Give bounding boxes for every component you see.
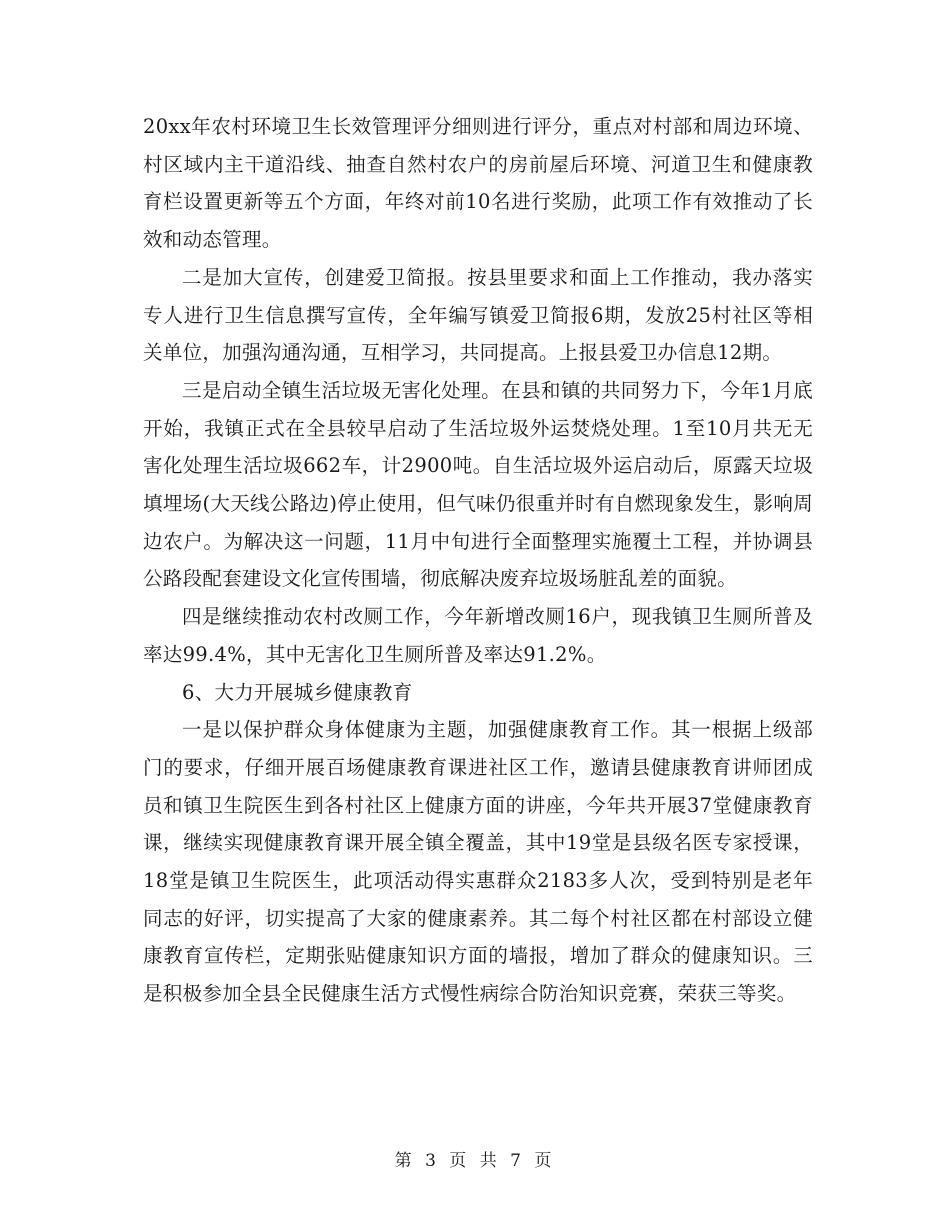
paragraph-continuation: 20xx年农村环境卫生长效管理评分细则进行评分，重点对村部和周边环境、村区域内主干道沿线、抽查自然村农户的房前屋后环境、河道卫生和健康教育栏设置更新等五个方面，年终对前10名进行奖励，此项工作有效推动了长效和动态管理。 (143, 115, 813, 252)
page-number-footer: 第 3 页 共 7 页 (394, 1151, 556, 1171)
paragraph-health-education: 一是以保护群众身体健康为主题，加强健康教育工作。其一根据上级部门的要求，仔细开展百场健康教育课进社区工作，邀请县健康教育讲师团成员和镇卫生院医生到各村社区上健康方面的讲座，今年共开展37堂健康教育课，继续实现健康教育课开展全镇全覆盖，其中19堂是县级名医专家授课，18堂是镇卫生院医生，此项活动得实惠群众2183多人次，受到特别是老年同志的好评，切实提高了大家的健康素养。其二每个村社区都在村部设立健康教育宣传栏，定期张贴健康知识方面的墙报，增加了群众的健康知识。三是积极参加全县全民健康生活方式慢性病综合防治知识竞赛，荣获三等奖。 (143, 718, 813, 1006)
section-heading-health-education: 6、大力开展城乡健康教育 (182, 680, 413, 704)
document-body (143, 108, 813, 1013)
paragraph-toilet-reform: 四是继续推动农村改厕工作，今年新增改厕16户，现我镇卫生厕所普及率达99.4%，其中无害化卫生厕所普及率达91.2%。 (143, 605, 813, 666)
paragraph-garbage-treatment: 三是启动全镇生活垃圾无害化处理。在县和镇的共同努力下，今年1月底开始，我镇正式在全县较早启动了生活垃圾外运焚烧处理。1至10月共无无害化处理生活垃圾662车，计2900吨。自生活垃圾外运启动后，原露天垃圾填埋场(大天线公路边)停止使用，但气味仍很重并时有自燃现象发生，影响周边农户。为解决这一问题，11月中旬进行全面整理实施覆土工程，并协调县公路段配套建设文化宣传围墙，彻底解决废弃垃圾场脏乱差的面貌。 (143, 378, 813, 591)
paragraph-publicity: 二是加大宣传，创建爱卫简报。按县里要求和面上工作推动，我办落实专人进行卫生信息撰写宣传，全年编写镇爱卫简报6期，发放25村社区等相关单位，加强沟通沟通，互相学习，共同提高。上报县爱卫办信息12期。 (143, 265, 813, 365)
